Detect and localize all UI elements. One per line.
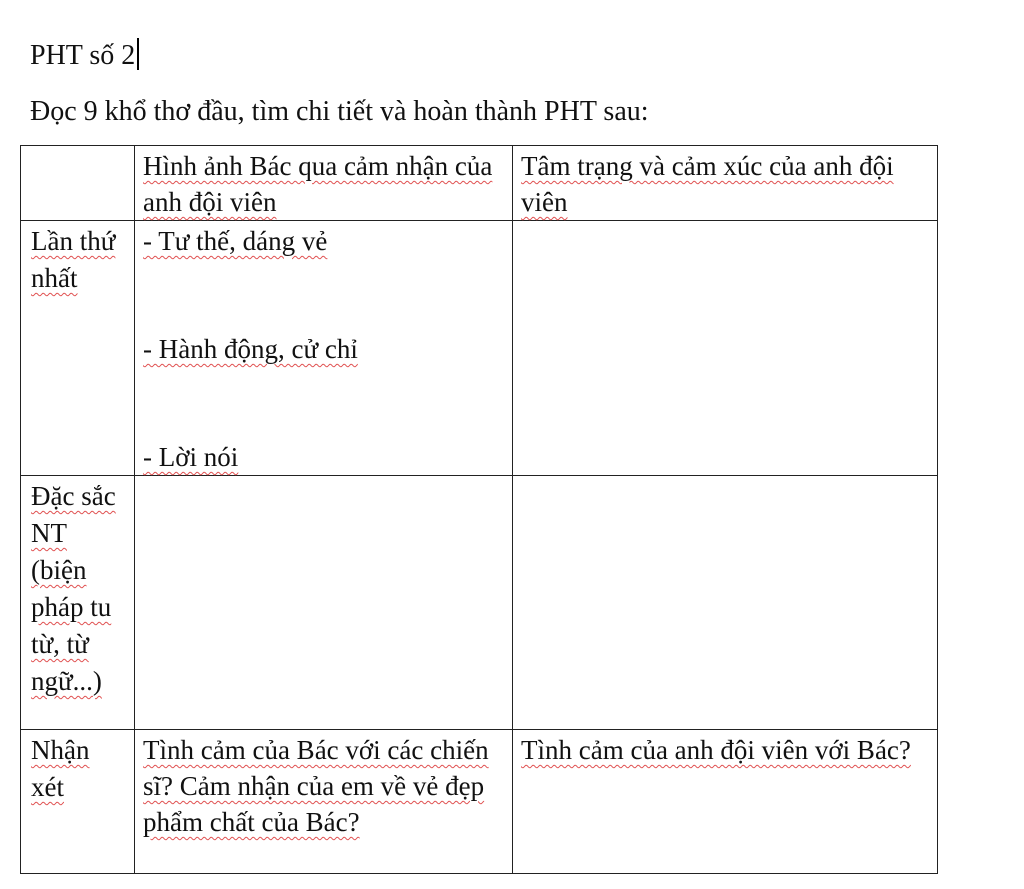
instruction-text: Đọc 9 khổ thơ đầu, tìm chi tiết và hoàn thành PHT sau: — [30, 96, 649, 127]
row-label-text: Lần thứ nhất — [31, 226, 116, 293]
header-cell-empty[interactable] — [21, 146, 135, 221]
pht-table — [20, 145, 938, 874]
cell-first-time-image[interactable] — [135, 221, 513, 476]
cell-art-mood[interactable] — [513, 476, 938, 730]
row-label-art-features[interactable] — [21, 476, 135, 730]
cell-art-image[interactable] — [135, 476, 513, 730]
row-label-first-time[interactable] — [21, 221, 135, 476]
spacer — [143, 259, 504, 331]
cell-comment-image[interactable] — [135, 730, 513, 874]
spacer — [143, 367, 504, 439]
item-posture: - Tư thế, dáng vẻ — [143, 226, 328, 256]
text-cursor — [137, 38, 139, 70]
comment-image-text: Tình cảm của Bác với các chiến sĩ? Cảm nhận của em về vẻ đẹp phẩm chất của Bác? — [143, 735, 489, 837]
row-label-text: Đặc sắc NT (biện pháp tu từ, từ ngữ...) — [31, 481, 116, 696]
table-header-row — [21, 146, 938, 221]
header-image-text: Hình ảnh Bác qua cảm nhận của anh đội viên — [143, 151, 493, 217]
item-speech: - Lời nói — [143, 442, 239, 472]
comment-mood-text: Tình cảm của anh đội viên với Bác? — [521, 735, 911, 765]
item-action: - Hành động, cử chỉ — [143, 334, 358, 364]
table-row — [21, 476, 938, 730]
header-mood-text: Tâm trạng và cảm xúc của anh đội viên — [521, 151, 894, 217]
page-title — [30, 38, 139, 74]
row-label-comment[interactable] — [21, 730, 135, 874]
table-row — [21, 221, 938, 476]
header-cell-image[interactable] — [135, 146, 513, 221]
table-row — [21, 730, 938, 874]
header-cell-mood[interactable] — [513, 146, 938, 221]
cell-comment-mood[interactable] — [513, 730, 938, 874]
cell-first-time-mood[interactable] — [513, 221, 938, 476]
title-text: PHT số 2 — [30, 40, 136, 71]
row-label-text: Nhận xét — [31, 735, 90, 802]
